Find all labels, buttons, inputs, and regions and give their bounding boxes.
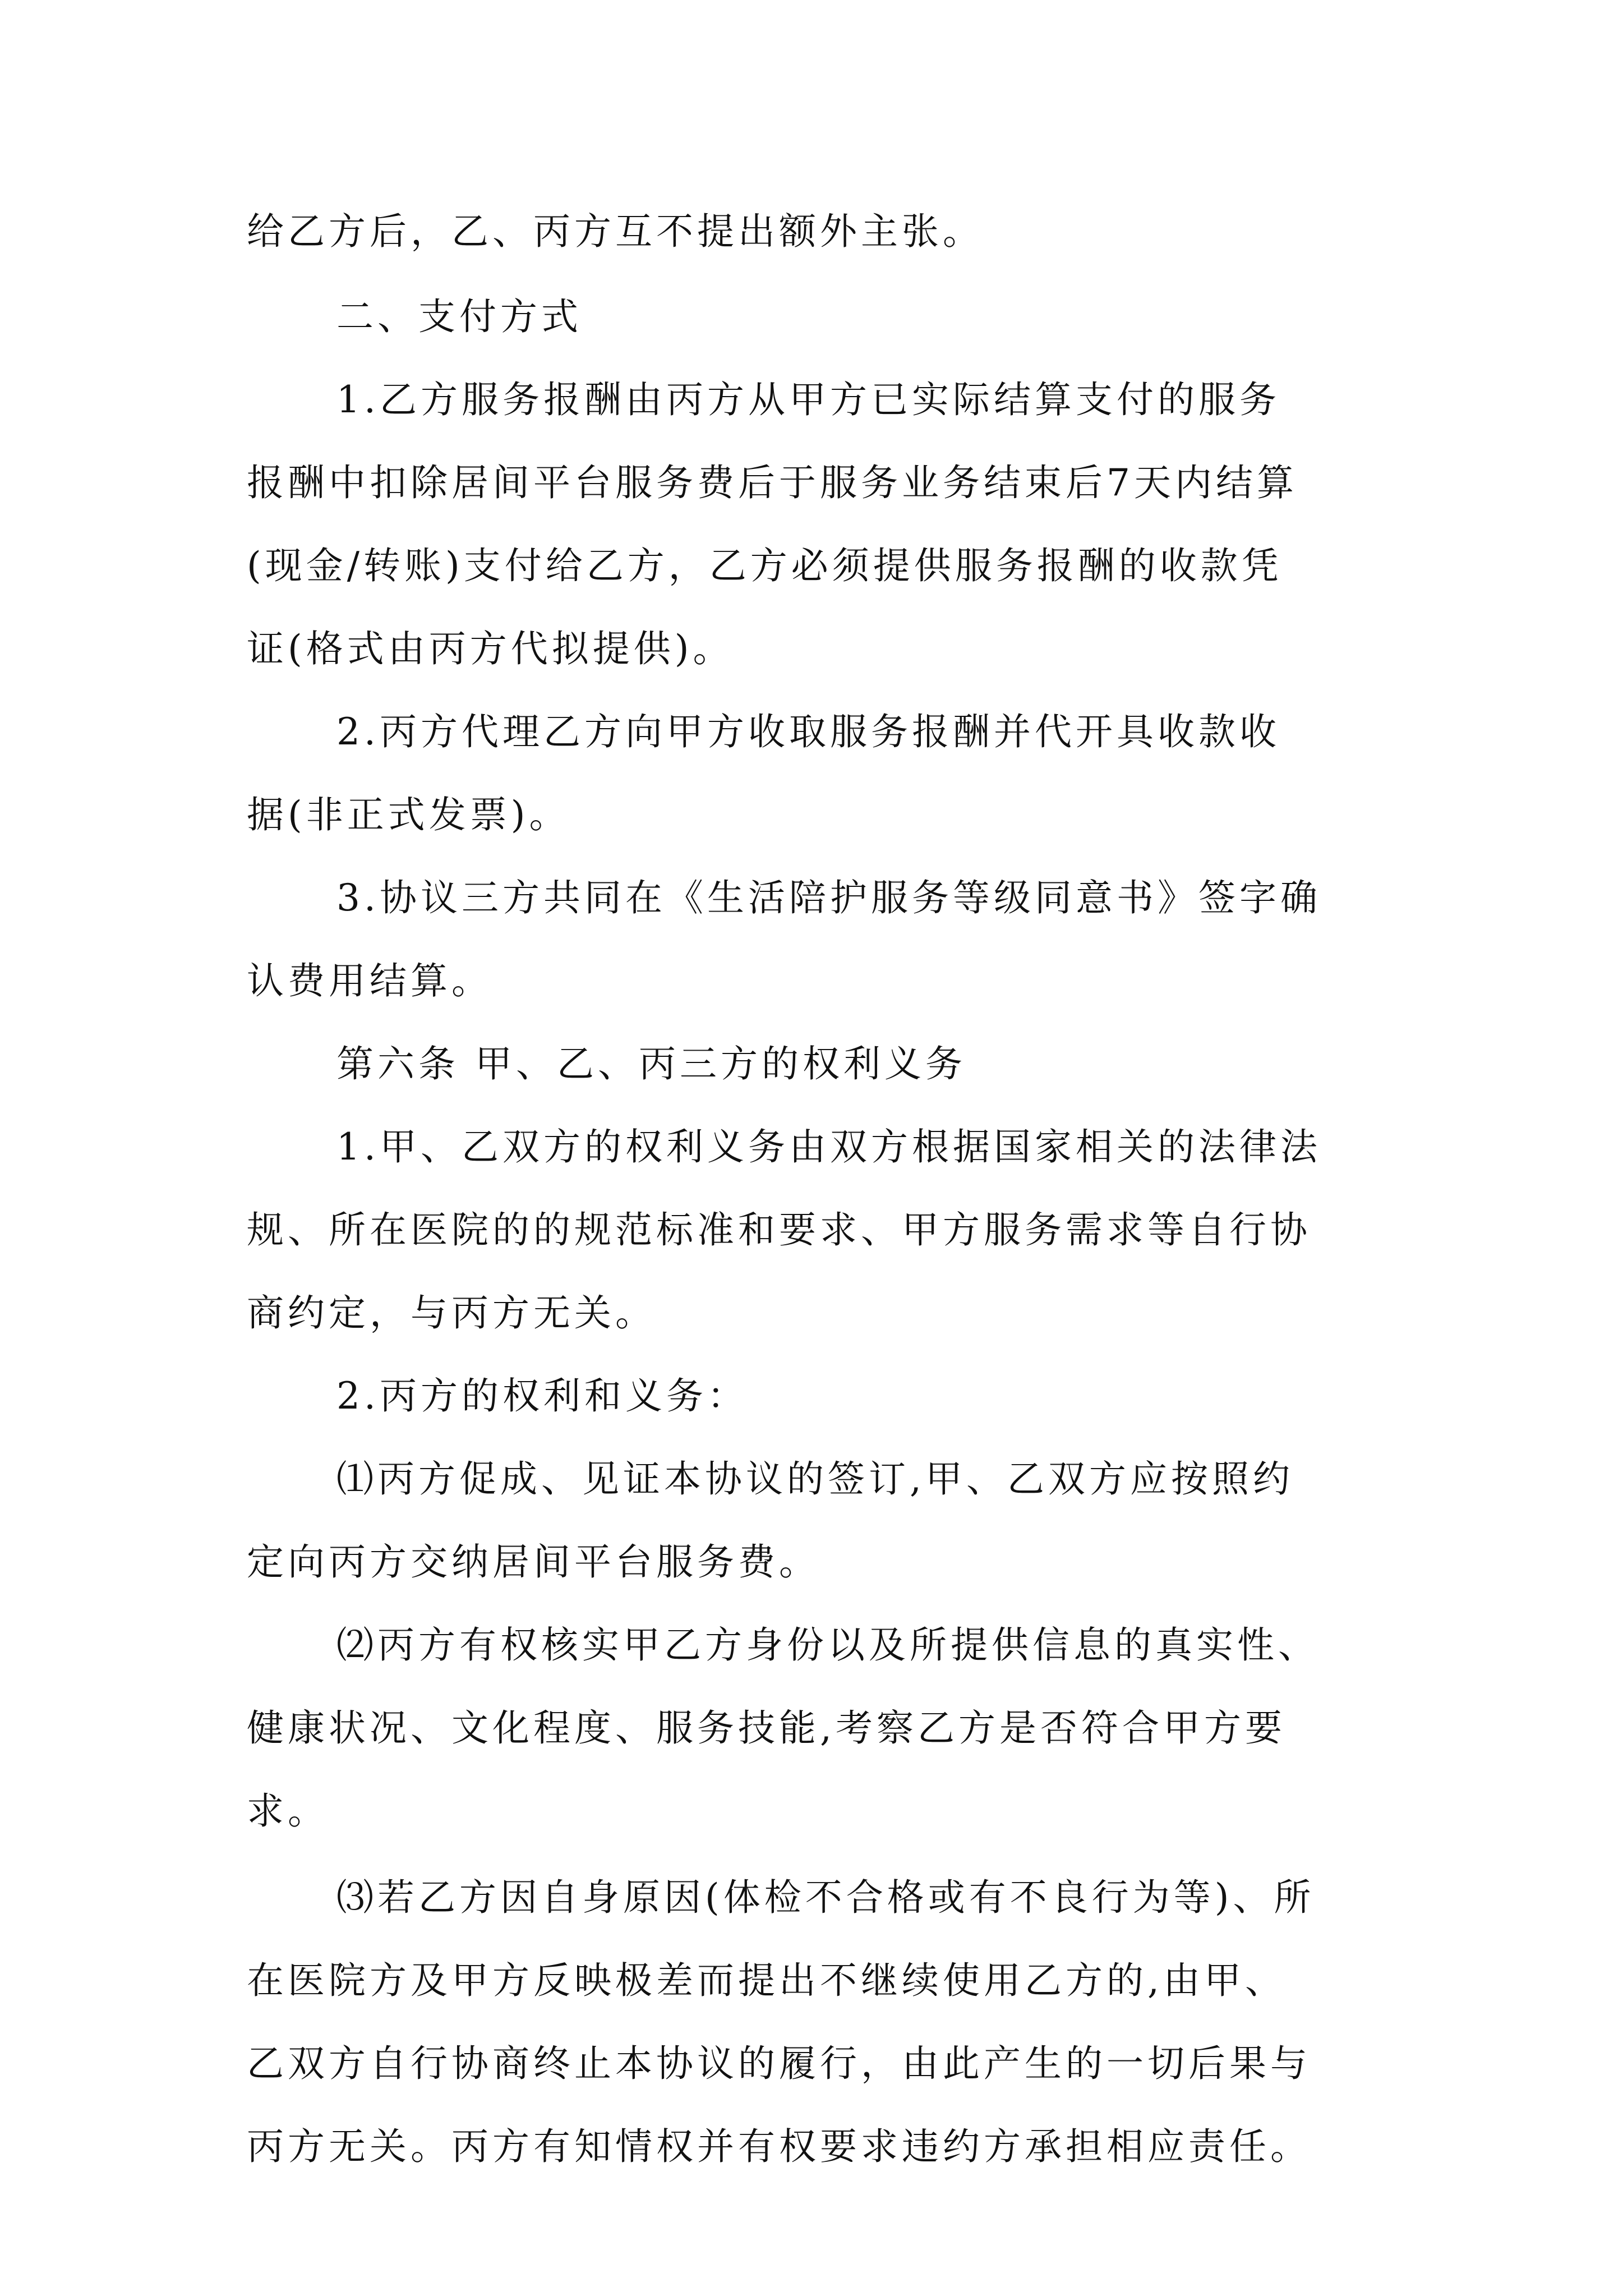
paragraph-line: 2.丙方的权利和义务：	[336, 1374, 748, 1418]
article-heading: 第六条 甲、乙、丙三方的权利义务	[336, 1042, 966, 1085]
paragraph-line: ⑵丙方有权核实甲乙方身份以及所提供信息的真实性、	[336, 1623, 1319, 1667]
paragraph-line: 1.甲、乙双方的权利义务由双方根据国家相关的法律法	[336, 1125, 1321, 1168]
paragraph-line: 1.乙方服务报酬由丙方从甲方已实际结算支付的服务	[336, 378, 1280, 421]
paragraph-line: 据(非正式发票)。	[247, 793, 570, 836]
paragraph-line: 求。	[247, 1789, 329, 1833]
paragraph-line: 商约定，与丙方无关。	[247, 1291, 656, 1335]
paragraph-line: 健康状况、文化程度、服务技能,考察乙方是否符合甲方要	[247, 1706, 1286, 1750]
paragraph-line: 给乙方后，乙、丙方互不提出额外主张。	[247, 210, 984, 253]
paragraph-line: 认费用结算。	[247, 959, 492, 1002]
paragraph-line: ⑴丙方促成、见证本协议的签订,甲、乙双方应按照约	[336, 1457, 1294, 1501]
paragraph-line: 3.协议三方共同在《生活陪护服务等级同意书》签字确	[336, 876, 1321, 919]
section-heading: 二、支付方式	[336, 295, 582, 338]
paragraph-line: 定向丙方交纳居间平台服务费。	[247, 1540, 820, 1584]
paragraph-line: 2.丙方代理乙方向甲方收取服务报酬并代开具收款收	[336, 710, 1280, 753]
paragraph-line: 报酬中扣除居间平台服务费后于服务业务结束后7天内结算	[247, 461, 1298, 504]
paragraph-line: 丙方无关。丙方有知情权并有权要求违约方承担相应责任。	[247, 2125, 1311, 2168]
paragraph-line: 规、所在医院的的规范标准和要求、甲方服务需求等自行协	[247, 1208, 1311, 1251]
paragraph-line: ⑶若乙方因自身原因(体检不合格或有不良行为等)、所	[336, 1876, 1315, 1919]
paragraph-line: 在医院方及甲方反映极差而提出不继续使用乙方的,由甲、	[247, 1959, 1286, 2002]
paragraph-line: 证(格式由丙方代拟提供)。	[247, 627, 734, 670]
paragraph-line: 乙双方自行协商终止本协议的履行，由此产生的一切后果与	[247, 2042, 1311, 2085]
paragraph-line: (现金/转账)支付给乙方，乙方必须提供服务报酬的收款凭	[247, 544, 1283, 587]
